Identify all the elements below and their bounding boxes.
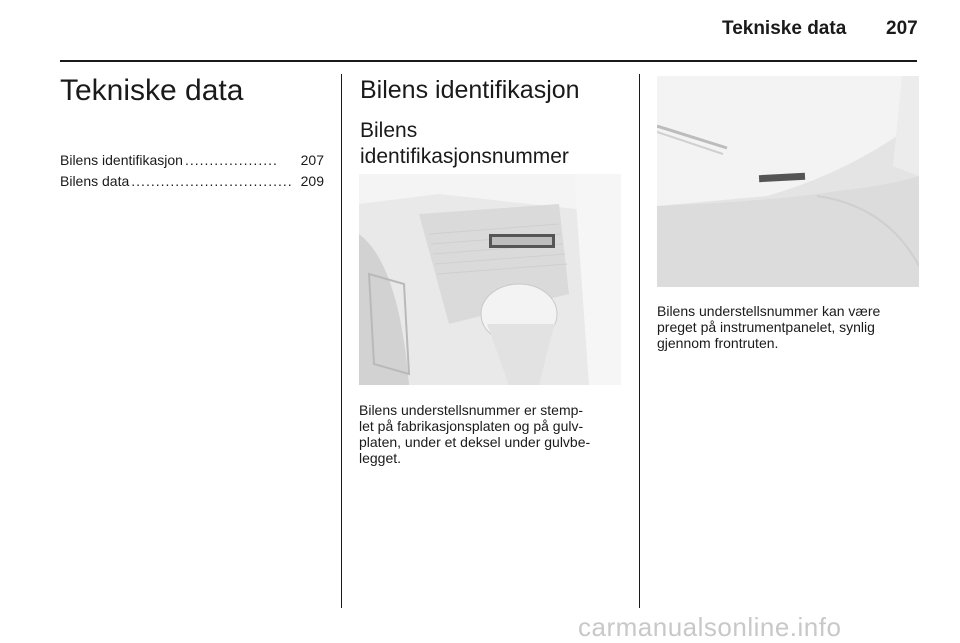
- floor-vin-plate-drawing: [359, 174, 621, 385]
- toc-entry-page: 209: [300, 173, 324, 189]
- toc-entry-vehicle-data[interactable]: [60, 171, 324, 192]
- floor-vin-plate-illustration: [359, 174, 621, 385]
- table-of-contents: [60, 150, 324, 192]
- caption-line: gjennom frontruten.: [657, 335, 779, 351]
- section-heading: Bilens identifikasjon: [360, 76, 580, 104]
- page-number: 207: [886, 18, 918, 39]
- caption-line: platen, under et deksel under gulvbe-: [359, 434, 591, 450]
- toc-entry-label: Bilens data: [60, 173, 130, 189]
- sub-heading: Bilens identifikasjonsnummer: [360, 119, 569, 168]
- dashboard-vin-drawing: [657, 76, 919, 287]
- floor-vin-caption: [359, 402, 629, 466]
- header-title: Tekniske data: [722, 18, 847, 39]
- caption-line: Bilens understellsnummer er stemp-: [359, 402, 584, 418]
- header-divider: [60, 60, 917, 62]
- chapter-title: Tekniske data: [60, 74, 244, 107]
- caption-line: preget på instrumentpanelet, synlig: [657, 319, 875, 335]
- toc-leader-dots: ...................: [184, 152, 278, 168]
- column-divider-left: [341, 74, 342, 608]
- toc-entry-vehicle-identification[interactable]: [60, 150, 324, 171]
- dashboard-vin-caption: [657, 303, 927, 351]
- column-divider-right: [639, 74, 640, 608]
- toc-leader-dots: .................................: [131, 173, 293, 189]
- caption-line: legget.: [359, 450, 402, 466]
- toc-entry-label: Bilens identifikasjon: [60, 152, 183, 168]
- caption-line: let på fabrikasjonsplaten og på gulv-: [359, 418, 584, 434]
- dashboard-vin-illustration: [657, 76, 919, 287]
- toc-entry-page: 207: [300, 152, 324, 168]
- caption-line: Bilens understellsnummer kan være: [657, 303, 881, 319]
- watermark: carmanualsonline.info: [578, 612, 842, 642]
